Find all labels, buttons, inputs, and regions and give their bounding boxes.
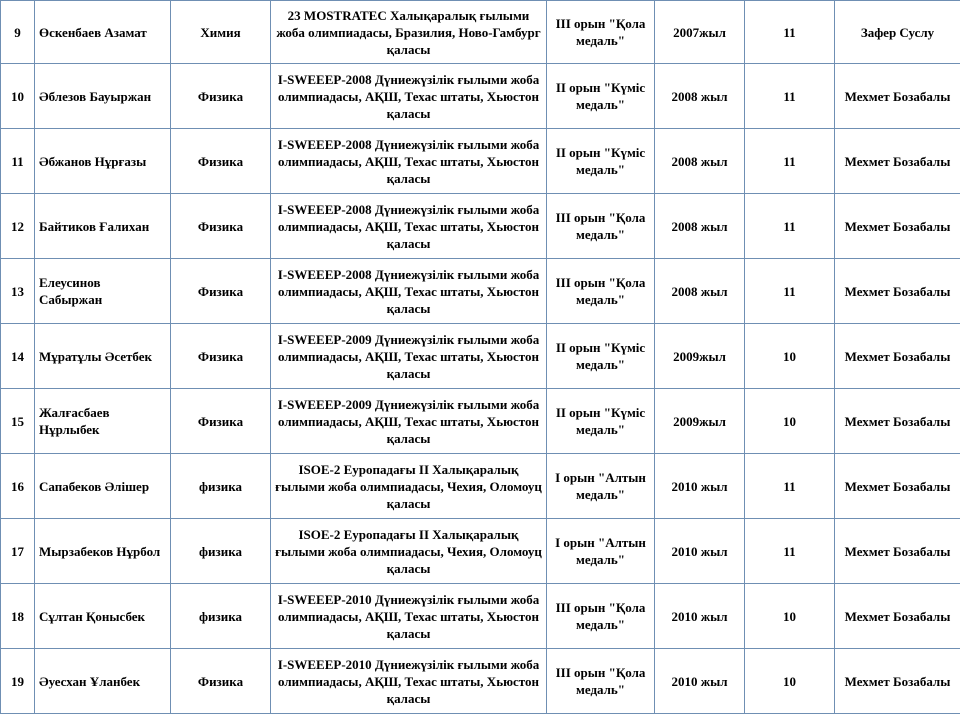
olympiad-event: I-SWEEEP-2010 Дүниежүзілік ғылыми жоба олимпиадасы, АҚШ, Техас штаты, Хьюстон қаласы — [271, 649, 547, 714]
student-name: Әуесхан Ұланбек — [35, 649, 171, 714]
subject: Физика — [171, 259, 271, 324]
subject: Физика — [171, 649, 271, 714]
table-row — [1, 259, 960, 324]
subject: Химия — [171, 1, 271, 64]
year: 2010 жыл — [655, 649, 745, 714]
award: II орын "Күміс медаль" — [547, 64, 655, 129]
row-number: 14 — [1, 324, 35, 389]
subject: физика — [171, 519, 271, 584]
row-number: 17 — [1, 519, 35, 584]
table-row — [1, 1, 960, 64]
teacher: Мехмет Бозабалы — [835, 324, 960, 389]
student-name: Жалғасбаев Нұрлыбек — [35, 389, 171, 454]
year: 2007жыл — [655, 1, 745, 64]
student-name: Мырзабеков Нұрбол — [35, 519, 171, 584]
table-row — [1, 324, 960, 389]
grade: 11 — [745, 259, 835, 324]
teacher: Мехмет Бозабалы — [835, 454, 960, 519]
olympiad-event: ISOE-2 Еуропадағы II Халықаралық ғылыми жоба олимпиадасы, Чехия, Оломоуц қаласы — [271, 454, 547, 519]
award: III орын "Қола медаль" — [547, 194, 655, 259]
olympiad-event: I-SWEEEP-2010 Дүниежүзілік ғылыми жоба олимпиадасы, АҚШ, Техас штаты, Хьюстон қаласы — [271, 584, 547, 649]
row-number: 12 — [1, 194, 35, 259]
grade: 10 — [745, 649, 835, 714]
year: 2010 жыл — [655, 519, 745, 584]
olympiad-event: I-SWEEEP-2008 Дүниежүзілік ғылыми жоба олимпиадасы, АҚШ, Техас штаты, Хьюстон қаласы — [271, 129, 547, 194]
year: 2010 жыл — [655, 584, 745, 649]
year: 2008 жыл — [655, 194, 745, 259]
grade: 11 — [745, 64, 835, 129]
row-number: 18 — [1, 584, 35, 649]
year: 2010 жыл — [655, 454, 745, 519]
row-number: 11 — [1, 129, 35, 194]
year: 2008 жыл — [655, 64, 745, 129]
student-name: Сұлтан Қонысбек — [35, 584, 171, 649]
award: II орын "Күміс медаль" — [547, 129, 655, 194]
award: III орын "Қола медаль" — [547, 259, 655, 324]
subject: физика — [171, 454, 271, 519]
grade: 10 — [745, 389, 835, 454]
student-name: Сапабеков Әлішер — [35, 454, 171, 519]
teacher: Зафер Суслу — [835, 1, 960, 64]
year: 2009жыл — [655, 324, 745, 389]
olympiad-event: I-SWEEEP-2008 Дүниежүзілік ғылыми жоба олимпиадасы, АҚШ, Техас штаты, Хьюстон қаласы — [271, 194, 547, 259]
subject: физика — [171, 584, 271, 649]
student-name: Әбжанов Нұрғазы — [35, 129, 171, 194]
table-row — [1, 649, 960, 714]
student-name: Байтиков Ғалихан — [35, 194, 171, 259]
row-number: 13 — [1, 259, 35, 324]
grade: 11 — [745, 129, 835, 194]
subject: Физика — [171, 194, 271, 259]
teacher: Мехмет Бозабалы — [835, 259, 960, 324]
table-row — [1, 584, 960, 649]
olympiad-event: I-SWEEEP-2008 Дүниежүзілік ғылыми жоба олимпиадасы, АҚШ, Техас штаты, Хьюстон қаласы — [271, 64, 547, 129]
teacher: Мехмет Бозабалы — [835, 194, 960, 259]
olympiad-event: I-SWEEEP-2008 Дүниежүзілік ғылыми жоба олимпиадасы, АҚШ, Техас штаты, Хьюстон қаласы — [271, 259, 547, 324]
table-row — [1, 129, 960, 194]
student-name: Мұратұлы Әсетбек — [35, 324, 171, 389]
olympiad-event: I-SWEEEP-2009 Дүниежүзілік ғылыми жоба олимпиадасы, АҚШ, Техас штаты, Хьюстон қаласы — [271, 389, 547, 454]
award: III орын "Қола медаль" — [547, 1, 655, 64]
row-number: 15 — [1, 389, 35, 454]
teacher: Мехмет Бозабалы — [835, 649, 960, 714]
subject: Физика — [171, 64, 271, 129]
award: II орын "Күміс медаль" — [547, 324, 655, 389]
grade: 11 — [745, 454, 835, 519]
award: III орын "Қола медаль" — [547, 584, 655, 649]
table-row — [1, 454, 960, 519]
teacher: Мехмет Бозабалы — [835, 519, 960, 584]
year: 2008 жыл — [655, 259, 745, 324]
student-name: Өскенбаев Азамат — [35, 1, 171, 64]
student-name: Әблезов Бауыржан — [35, 64, 171, 129]
teacher: Мехмет Бозабалы — [835, 584, 960, 649]
table-row — [1, 389, 960, 454]
row-number: 9 — [1, 1, 35, 64]
subject: Физика — [171, 324, 271, 389]
grade: 11 — [745, 1, 835, 64]
olympiad-event: 23 MOSTRATEC Халықаралық ғылыми жоба олимпиадасы, Бразилия, Ново-Гамбург қаласы — [271, 1, 547, 64]
table-row — [1, 519, 960, 584]
year: 2009жыл — [655, 389, 745, 454]
year: 2008 жыл — [655, 129, 745, 194]
teacher: Мехмет Бозабалы — [835, 389, 960, 454]
grade: 10 — [745, 584, 835, 649]
grade: 11 — [745, 194, 835, 259]
teacher: Мехмет Бозабалы — [835, 64, 960, 129]
grade: 11 — [745, 519, 835, 584]
olympiad-event: I-SWEEEP-2009 Дүниежүзілік ғылыми жоба олимпиадасы, АҚШ, Техас штаты, Хьюстон қаласы — [271, 324, 547, 389]
row-number: 16 — [1, 454, 35, 519]
row-number: 19 — [1, 649, 35, 714]
teacher: Мехмет Бозабалы — [835, 129, 960, 194]
subject: Физика — [171, 129, 271, 194]
grade: 10 — [745, 324, 835, 389]
award: II орын "Күміс медаль" — [547, 389, 655, 454]
table-row — [1, 64, 960, 129]
subject: Физика — [171, 389, 271, 454]
student-name: Елеусинов Сабыржан — [35, 259, 171, 324]
award: III орын "Қола медаль" — [547, 649, 655, 714]
olympiad-event: ISOE-2 Еуропадағы II Халықаралық ғылыми жоба олимпиадасы, Чехия, Оломоуц қаласы — [271, 519, 547, 584]
award: I орын "Алтын медаль" — [547, 519, 655, 584]
row-number: 10 — [1, 64, 35, 129]
award: I орын "Алтын медаль" — [547, 454, 655, 519]
table-row — [1, 194, 960, 259]
